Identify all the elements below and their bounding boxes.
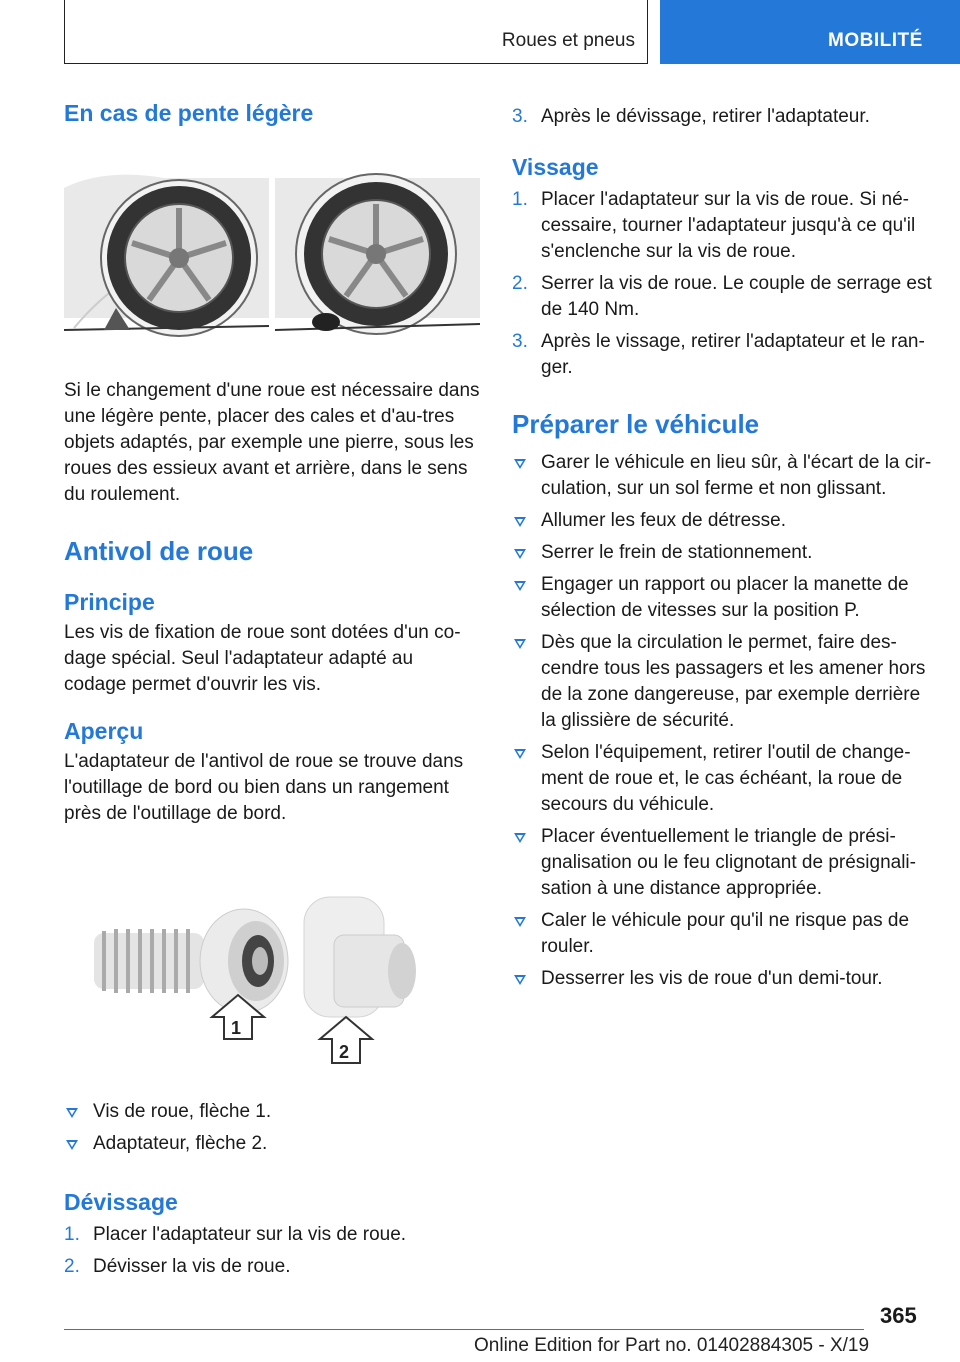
list-item: 2. Serrer la vis de roue. Le couple de serrage est de 140 Nm.: [512, 273, 932, 320]
wheel-chocks-illustration: [64, 148, 480, 348]
figure-legend-list: [64, 1099, 480, 1157]
list-item: Selon l'équipement, retirer l'outil de change-ment de roue et, le cas échéant, la roue de secours du véhicule.: [512, 740, 932, 818]
arrow-1-label: 1: [231, 1018, 242, 1038]
list-item: 3. Après le vissage, retirer l'adaptateur et le ran-ger.: [512, 331, 925, 378]
list-item: Garer le véhicule en lieu sûr, à l'écart de la cir-culation, sur un sol ferme et non glissant.: [512, 450, 932, 502]
list-item: Desserrer les vis de roue d'un demi-tour.: [512, 966, 932, 992]
slope-paragraph: Si le changement d'une roue est nécessaire dans une légère pente, placer des cales et d'au-tres objets adaptés, par exemple une pierre, sous les roues des essieux avant et arrière, dans le sens du roulement.: [64, 380, 480, 505]
page-number: 365: [880, 1303, 917, 1328]
list-item: Placer éventuellement le triangle de prési-gnalisation ou le feu clignotant de présignali-sation à une distance appropriée.: [512, 824, 932, 902]
list-item: Dès que la circulation le permet, faire des-cendre tous les passagers et les amener hors de la zone dangereuse, par exemple derrière la glissière de sécurité.: [512, 630, 932, 734]
chapter-title: Roues et pneus: [501, 30, 635, 51]
list-item: Vis de roue, flèche 1.: [64, 1099, 480, 1125]
list-item: 1. Placer l'adaptateur sur la vis de roue.: [64, 1224, 407, 1245]
list-item: Caler le véhicule pour qu'il ne risque pas de rouler.: [512, 908, 932, 960]
list-item: 1. Placer l'adaptateur sur la vis de roue. Si né-cessaire, tourner l'adaptateur jusqu'à ce qu'il s'enclenche sur la vis de roue.: [512, 189, 916, 262]
edition-note: Online Edition for Part no. 01402884305 - X/19: [474, 1335, 870, 1356]
principle-paragraph: Les vis de fixation de roue sont dotées d'un co-dage spécial. Seul l'adaptateur adapté au codage permet d'ouvrir les vis.: [64, 622, 461, 695]
list-item: Adaptateur, flèche 2.: [64, 1131, 480, 1157]
header-bar: [64, 0, 648, 64]
subheading-screwing: Vissage: [512, 154, 599, 180]
heading-prepare-vehicle: Préparer le véhicule: [512, 409, 760, 439]
screwing-steps: [512, 187, 932, 381]
left-column: [64, 100, 480, 1280]
overview-paragraph: L'adaptateur de l'antivol de roue se trouve dans l'outillage de bord ou bien dans un rangement près de l'outillage de bord.: [64, 751, 464, 824]
prepare-vehicle-list: [512, 450, 932, 992]
list-item: 3. Après le dévissage, retirer l'adaptateur.: [512, 106, 870, 127]
section-tab[interactable]: [660, 0, 960, 64]
lock-adapter: [304, 897, 416, 1017]
arrow-2: [320, 1017, 372, 1063]
list-item: Allumer les feux de détresse.: [512, 508, 932, 534]
list-item: 2. Dévisser la vis de roue.: [64, 1256, 291, 1277]
section-title-slope: En cas de pente légère: [64, 100, 314, 126]
heading-wheel-lock: Antivol de roue: [64, 536, 254, 566]
footer-divider: [64, 1329, 864, 1330]
list-item: Serrer le frein de stationnement.: [512, 540, 932, 566]
unscrewing-steps: [64, 1222, 480, 1280]
arrow-2-label: 2: [339, 1042, 350, 1062]
section-tab-label: MOBILITÉ: [828, 30, 923, 51]
unscrewing-steps-cont: [512, 104, 932, 130]
subheading-unscrewing: Dévissage: [64, 1189, 178, 1215]
wheel-bolt: [94, 909, 288, 1013]
subheading-overview: Aperçu: [64, 718, 144, 744]
bolt-adapter-illustration: [64, 867, 480, 1067]
right-wheel-panel: [275, 174, 480, 334]
left-wheel-panel: [64, 175, 269, 336]
list-item: Engager un rapport ou placer la manette de sélection de vitesses sur la position P.: [512, 572, 932, 624]
subheading-principle: Principe: [64, 589, 155, 615]
right-column: [512, 100, 932, 992]
